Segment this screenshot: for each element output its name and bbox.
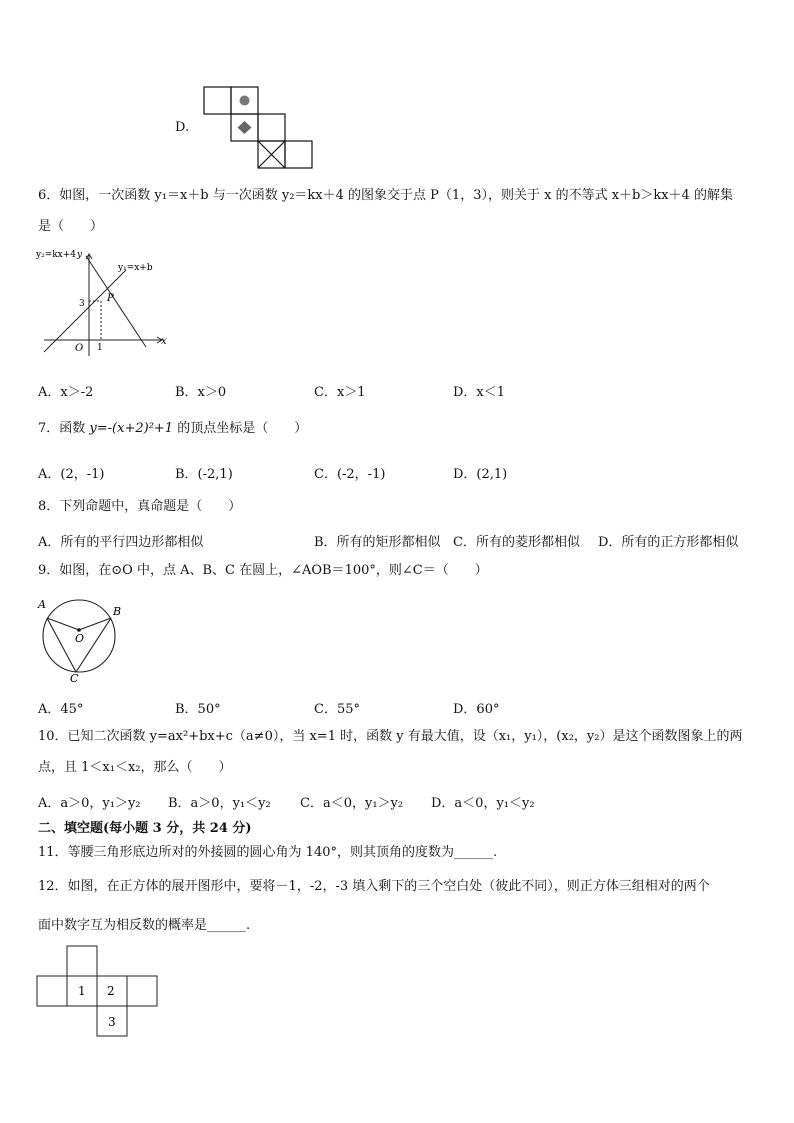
q7-formula: y=-(x+2)²+1 — [89, 421, 174, 436]
q7-option-b: B．(-2,1) — [175, 467, 233, 482]
net-cell — [285, 141, 312, 168]
net-cell-top — [67, 946, 97, 976]
q7-prefix: 7．函数 — [38, 421, 86, 436]
label-c: C — [70, 672, 79, 683]
q6-option-c: C．x＞1 — [314, 385, 366, 400]
net-cell — [258, 114, 285, 141]
segment-ac — [47, 618, 76, 672]
q9-circle-figure — [34, 593, 130, 683]
q9-option-a: A．45° — [38, 702, 84, 717]
label-y1: y₁=x+b — [118, 263, 153, 273]
label-x: x — [161, 336, 167, 347]
q9-option-b: B．50° — [175, 702, 221, 717]
label-y: y — [77, 250, 83, 260]
cell-label-3: 3 — [108, 1015, 116, 1029]
label-b: B — [113, 605, 122, 618]
q10-option-d: D．a＜0，y₁＜y₂ — [431, 796, 535, 811]
net-cell — [37, 976, 67, 1006]
cell-label-2: 2 — [107, 984, 115, 998]
segment-bo — [79, 618, 111, 630]
q6-linear-graph — [34, 244, 174, 360]
label-p: P — [107, 293, 114, 304]
q7-option-d: D．(2,1) — [453, 467, 508, 482]
circle-mark-icon — [240, 96, 250, 106]
q7-option-c: C．(-2，-1) — [314, 467, 386, 482]
q10-option-b: B．a＞0，y₁＜y₂ — [168, 796, 271, 811]
q10-option-c: C．a＜0，y₁＞y₂ — [300, 796, 404, 811]
label-o: O — [75, 632, 85, 645]
q6-option-b: B．x＞0 — [175, 385, 227, 400]
q5-option-d-label: D. — [175, 120, 190, 135]
q12-cube-net-figure — [36, 944, 162, 1038]
q12-text-line1: 12．如图，在正方体的展开图形中，要将－1，-2，-3 填入剩下的三个空白处（彼此不同），则正方体三组相对的两个 — [38, 879, 710, 894]
q6-text-line2: 是（ ） — [38, 219, 104, 234]
segment-ao — [47, 618, 79, 630]
q10-option-a: A．a＞0，y₁＞y₂ — [38, 796, 141, 811]
q12-text-line2: 面中数字互为相反数的概率是______. — [38, 918, 251, 933]
q8-option-a: A．所有的平行四边形都相似 — [38, 535, 204, 550]
label-3: 3 — [79, 299, 85, 309]
q11-text: 11．等腰三角形底边所对的外接圆的圆心角为 140°，则其顶角的度数为______. — [38, 845, 498, 860]
cell-label-1: 1 — [78, 984, 86, 998]
q7-suffix: 的顶点坐标是（ ） — [177, 421, 308, 436]
q8-option-d: D．所有的正方形都相似 — [598, 535, 739, 550]
segment-bc — [76, 618, 111, 672]
label-1: 1 — [97, 343, 103, 353]
q10-text-line2: 点，且 1＜x₁＜x₂，那么（ ） — [38, 760, 232, 775]
q6-option-a: A．x＞-2 — [38, 385, 94, 400]
q8-option-c: C．所有的菱形都相似 — [453, 535, 580, 550]
net-cell — [127, 976, 157, 1006]
q8-option-b: B．所有的矩形都相似 — [314, 535, 441, 550]
q10-text-line1: 10．已知二次函数 y=ax²+bx+c（a≠0），当 x=1 时，函数 y 有最大值，设（x₁，y₁），(x₂，y₂）是这个函数图象上的两 — [38, 729, 743, 744]
q9-text: 9．如图，在⊙O 中，点 A、B、C 在圆上，∠AOB＝100°，则∠C＝（ ） — [38, 563, 488, 578]
label-a: A — [38, 598, 46, 611]
q7-option-a: A．(2，-1) — [38, 467, 105, 482]
q6-option-d: D．x＜1 — [453, 385, 506, 400]
label-y2: y₂=kx+4 — [36, 250, 77, 260]
section-title: 二、填空题(每小题 3 分，共 24 分) — [38, 821, 252, 836]
q9-option-d: D．60° — [453, 702, 500, 717]
q6-text-line1: 6．如图，一次函数 y₁＝x＋b 与一次函数 y₂＝kx＋4 的图象交于点 P（1，3），则关于 x 的不等式 x＋b＞kx＋4 的解集 — [38, 188, 733, 203]
diamond-mark-icon — [238, 121, 252, 134]
q8-text: 8．下列命题中，真命题是（ ） — [38, 499, 242, 514]
q5-cube-net-figure — [200, 84, 320, 172]
q7-question — [38, 421, 307, 437]
q9-option-c: C．55° — [314, 702, 360, 717]
label-o: O — [75, 343, 84, 354]
net-cell — [204, 87, 231, 114]
